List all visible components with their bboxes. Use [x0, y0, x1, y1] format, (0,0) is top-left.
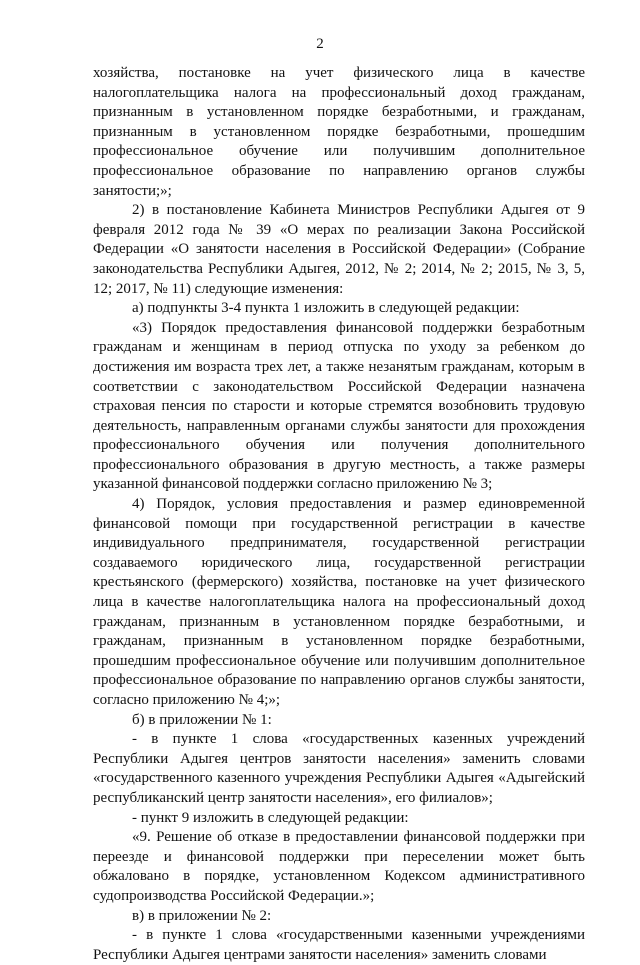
- document-body: [93, 64, 585, 965]
- paragraph-subitem-b: б) в приложении № 1:: [132, 711, 272, 728]
- paragraph-point-9-intro: - пункт 9 изложить в следующей редакции:: [132, 809, 409, 826]
- page-number: 2: [316, 36, 324, 52]
- paragraph-appendix-2-amendment: - в пункте 1 слова «государственными казенными учреждениями Республики Адыгея центрами занятости населения» заменить словами: [93, 927, 585, 963]
- paragraph-quote-4: 4) Порядок, условия предоставления и размер единовременной финансовой помощи при государственной регистрации в качестве индивидуального предпринимателя, государственной регистрации создаваемого юридического лица, государственной регистрации крестьянского (фермерского) хозяйства, постановке на учет физического лица в качестве налогоплательщика налога на профессиональный доход гражданам, признанным в установленном порядке безработными, и гражданам, признанным в установленном порядке безработными, прошедшим профессиональное обучение или получившим дополнительное профессиональное образование по направлению органов службы занятости, согласно приложению № 4;»;: [93, 496, 585, 708]
- paragraph-continuation: хозяйства, постановке на учет физического лица в качестве налогоплательщика налога на профессиональный доход гражданам, признанным в установленном порядке безработными, и гражданам, признанным в установленном порядке безработными, прошедшим профессиональное обучение или получившим дополнительное профессиональное образование по направлению органов службы занятости;»;: [93, 65, 585, 199]
- paragraph-subitem-a: а) подпункты 3-4 пункта 1 изложить в следующей редакции:: [132, 300, 520, 317]
- paragraph-item-2: 2) в постановление Кабинета Министров Республики Адыгея от 9 февраля 2012 года № 39 «О мерах по реализации Закона Российской Федерации «О занятости населения в Российской Федерации» (Собрание законодательства Республики Адыгея, 2012, № 2; 2014, № 2; 2015, № 3, 5, 12; 2017, № 11) следующие изменения:: [93, 202, 585, 297]
- paragraph-point-1-amendment: - в пункте 1 слова «государственных казенных учреждений Республики Адыгея центров занятости населения» заменить словами «государственного казенного учреждения Республики Адыгея «Адыгейский республиканский центр занятости населения», его филиалов»;: [93, 731, 585, 806]
- paragraph-subitem-v: в) в приложении № 2:: [132, 907, 272, 924]
- paragraph-quote-9: «9. Решение об отказе в предоставлении финансовой поддержки при переезде и финансовой поддержки при переселении может быть обжаловано в порядке, установленном Кодексом административного судопроизводства Российской Федерации.»;: [93, 829, 585, 904]
- paragraph-quote-3: «3) Порядок предоставления финансовой поддержки безработным гражданам и женщинам в период отпуска по уходу за ребенком до достижения им возраста трех лет, а также незанятым гражданам, которым в соответствии с законодательством Российской Федерации назначена страховая пенсия по старости и которые стремятся возобновить трудовую деятельность, направленным органами службы занятости для прохождения профессионального обучения или получения дополнительного профессионального образования в другую местность, а также размеры указанной финансовой поддержки согласно приложению № 3;: [93, 319, 585, 493]
